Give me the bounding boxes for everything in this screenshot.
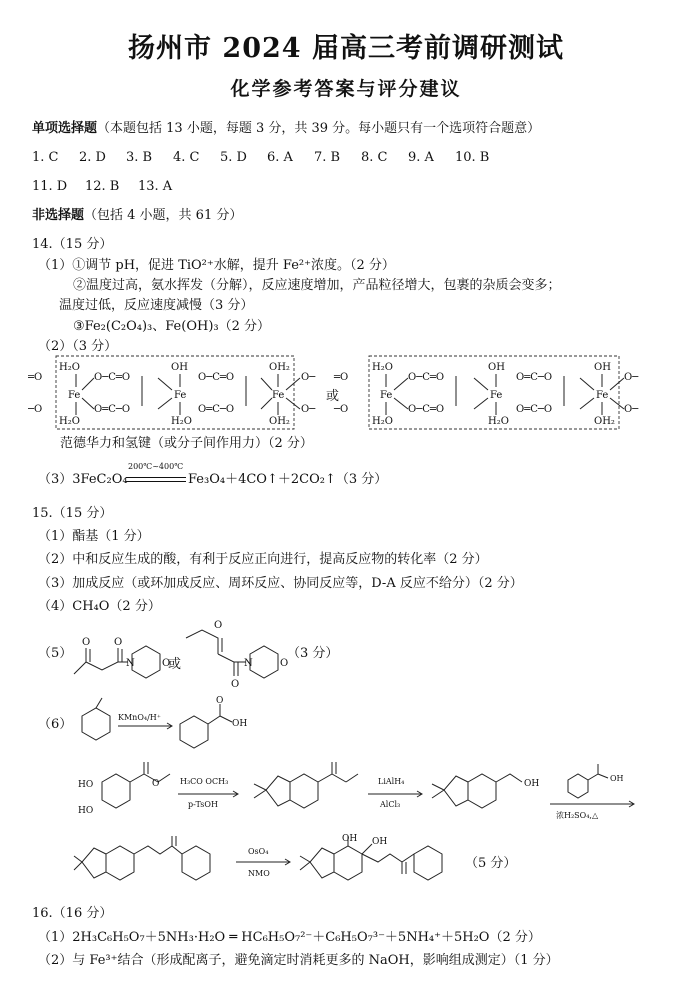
answer: 2. D — [79, 150, 106, 165]
label-o-c-c-o-bot: O─C═O — [408, 404, 445, 415]
q16-part1: （1）2H₃C₆H₅O₇＋5NH₃·H₂O ═ HC₆H₅O₇²⁻＋C₆H₅O₇³⁻＋5NH₄⁺＋5H₂O（2 分） — [38, 930, 541, 945]
label-h2o: H₂O — [171, 416, 192, 427]
label-fe: Fe — [490, 390, 503, 401]
toluene-structure — [82, 698, 110, 740]
label-oh: OH — [524, 779, 540, 789]
label-eq: ─O — [28, 404, 43, 415]
label-oh: OH — [488, 362, 505, 373]
label-oh: OH — [610, 774, 624, 783]
answer: 9. A — [408, 150, 434, 165]
label-o: O — [152, 779, 160, 789]
label-o-end: O─ — [624, 372, 639, 383]
mcq-heading-line — [32, 120, 540, 137]
label-o-c-c-o-top: O═C─O — [516, 372, 553, 383]
q14-part3-equals-sign — [126, 477, 186, 482]
reagent-ptsoh: p-TsOH — [188, 800, 218, 809]
q14-part1-1: （1）①调节 pH，促进 TiO²⁺水解，提升 Fe²⁺浓度。（2 分） — [38, 258, 395, 273]
answer: 4. C — [173, 150, 200, 165]
q14-part1-2a: ②温度过高，氨水挥发（分解），反应速度增加，产品粒径增大，包裹的杂质会变多； — [73, 278, 561, 293]
benzoic-acid-structure — [180, 704, 232, 748]
q15-part2: （2）中和反应生成的酸，有利于反应正向进行，提高反应物的转化率（2 分） — [38, 552, 488, 567]
reagent-h2so4: 浓H₂SO₄,△ — [556, 811, 599, 820]
label-ho: HO — [78, 780, 94, 790]
q15-title: 15.（15 分） — [32, 506, 113, 521]
answer: 13. A — [138, 179, 173, 194]
label-o-c-c-o-top: O─C═O — [94, 372, 131, 383]
q15-part6-score: （5 分） — [465, 856, 517, 871]
label-o-c-c-o-bot: O═C─O — [198, 404, 235, 415]
nonmcq-desc: （包括 4 小题，共 61 分） — [84, 208, 243, 223]
acetonide-benzoate-structure — [74, 836, 210, 880]
reagent-alcl3: AlCl₃ — [380, 800, 401, 809]
label-oh2: OH₂ — [269, 416, 290, 427]
label-h2o: H₂O — [372, 416, 393, 427]
answer: 1. C — [32, 150, 59, 165]
morpholine-amide-structure-2 — [186, 630, 278, 678]
diol-ester-structure — [102, 762, 170, 808]
reagent-dimethoxypropane: H₃CO OCH₃ — [180, 777, 229, 786]
label-fe: Fe — [596, 390, 609, 401]
label-o: O — [114, 637, 123, 648]
label-o: O — [214, 620, 223, 631]
label-h2o: H₂O — [488, 416, 509, 427]
reagent-kmno4: KMnO₄/H⁺ — [118, 713, 161, 722]
label-oh2: OH₂ — [269, 362, 290, 373]
label-o-end: O─ — [301, 372, 316, 383]
label-oh: OH — [372, 837, 388, 847]
acetonide-alcohol-structure — [432, 774, 522, 808]
reagent-nmo: NMO — [248, 869, 270, 878]
label-o-end: O─ — [624, 404, 639, 415]
label-h2o: H₂O — [372, 362, 393, 373]
label-fe: Fe — [174, 390, 187, 401]
page-subtitle: 化学参考答案与评分建议 — [230, 78, 462, 100]
q16-title: 16.（16 分） — [32, 906, 113, 921]
label-h2o: H₂O — [59, 416, 80, 427]
label-oh: OH — [232, 719, 248, 729]
answer: 12. B — [85, 179, 120, 194]
answer: 10. B — [455, 150, 490, 165]
label-o-c-c-o-bot: O═C─O — [94, 404, 131, 415]
q14-part3-left: （3）3FeC₂O₄ — [38, 472, 128, 487]
acetonide-ester-structure — [254, 762, 358, 808]
answer: 5. D — [220, 150, 247, 165]
label-o-c-c-o-top: O─C═O — [198, 372, 235, 383]
mcq-desc: （本题包括 13 小题，每题 3 分，共 39 分。每小题只有一个选项符合题意） — [97, 121, 541, 136]
answer: 6. A — [267, 150, 293, 165]
q14-part3-condition: 200℃~400℃ — [128, 462, 184, 471]
q14-part2: （2）（3 分） — [38, 339, 118, 354]
label-fe: Fe — [68, 390, 81, 401]
label-oh: OH — [171, 362, 188, 373]
benzoic-acid-reagent-structure — [568, 764, 608, 798]
q15-part6-toluene-oxidation — [68, 694, 268, 756]
q15-part6-label: （6） — [38, 717, 73, 732]
or-label: 或 — [168, 657, 182, 672]
q15-part3: （3）加成反应（或环加成反应、周环反应、协同反应等，D-A 反应不给分）（2 分） — [38, 576, 523, 591]
q15-part5-score: （3 分） — [287, 646, 339, 661]
label-o-c-c-o-top: O─C═O — [408, 372, 445, 383]
label-o-c-c-o-bot: O═C─O — [516, 404, 553, 415]
morpholine-amide-structure-1 — [74, 646, 160, 678]
q14-title: 14.（15 分） — [32, 237, 113, 252]
nonmcq-heading-line — [32, 207, 242, 224]
q15-part5-structures — [68, 618, 308, 690]
answer: 8. C — [361, 150, 388, 165]
q16-part2: （2）与 Fe³⁺结合（形成配离子，避免滴定时消耗更多的 NaOH，影响组成测定）（1 分） — [38, 953, 559, 968]
mcq-heading: 单项选择题 — [32, 121, 98, 136]
label-o: O — [216, 696, 224, 706]
nonmcq-heading: 非选择题 — [32, 208, 85, 223]
q14-part1-2b: 温度过低，反应速度减慢（3 分） — [59, 298, 254, 313]
q14-part1-3: ③Fe₂(C₂O₄)₃、Fe(OH)₃（2 分） — [73, 319, 271, 334]
q15-part5-label: （5） — [38, 646, 73, 661]
q15-part6-synthesis-row-1 — [72, 760, 642, 828]
label-n: N — [126, 658, 135, 669]
answer: 3. B — [126, 150, 153, 165]
mcq-answers-row-1 — [32, 149, 502, 166]
q15-part1: （1）酯基（1 分） — [38, 529, 150, 544]
diol-acetonide-benzoate-structure — [300, 836, 442, 880]
label-oh: OH — [342, 834, 358, 844]
mcq-answers-row-2 — [32, 178, 191, 195]
label-o: O — [82, 637, 91, 648]
q15-part4: （4）CH₄O（2 分） — [38, 599, 161, 614]
answer: 7. B — [314, 150, 341, 165]
label-ho: HO — [78, 806, 94, 816]
label-eq: ═O — [28, 372, 43, 383]
label-oh: OH — [594, 362, 611, 373]
label-fe: Fe — [272, 390, 285, 401]
label-o-end: O─ — [301, 404, 316, 415]
label-oh2: OH₂ — [594, 416, 615, 427]
or-label: 或 — [326, 389, 340, 404]
q14-iron-oxalate-chain-structures — [28, 354, 680, 432]
label-eq: ═O — [334, 372, 349, 383]
q14-part3-right: Fe₃O₄＋4CO↑＋2CO₂↑（3 分） — [188, 472, 388, 487]
answer: 11. D — [32, 179, 68, 194]
label-o: O — [162, 658, 171, 669]
label-fe: Fe — [380, 390, 393, 401]
label-o: O — [231, 679, 240, 690]
label-o: O — [280, 658, 289, 669]
reagent-oso4: OsO₄ — [248, 847, 269, 856]
label-eq: ─O — [334, 404, 349, 415]
label-h2o: H₂O — [59, 362, 80, 373]
label-n: N — [244, 658, 253, 669]
reagent-lialh4: LiAlH₄ — [378, 777, 405, 786]
q14-part2-note: 范德华力和氢键（或分子间作用力）（2 分） — [60, 436, 313, 451]
page-title: 扬州市 2024 届高三考前调研测试 — [128, 33, 564, 64]
